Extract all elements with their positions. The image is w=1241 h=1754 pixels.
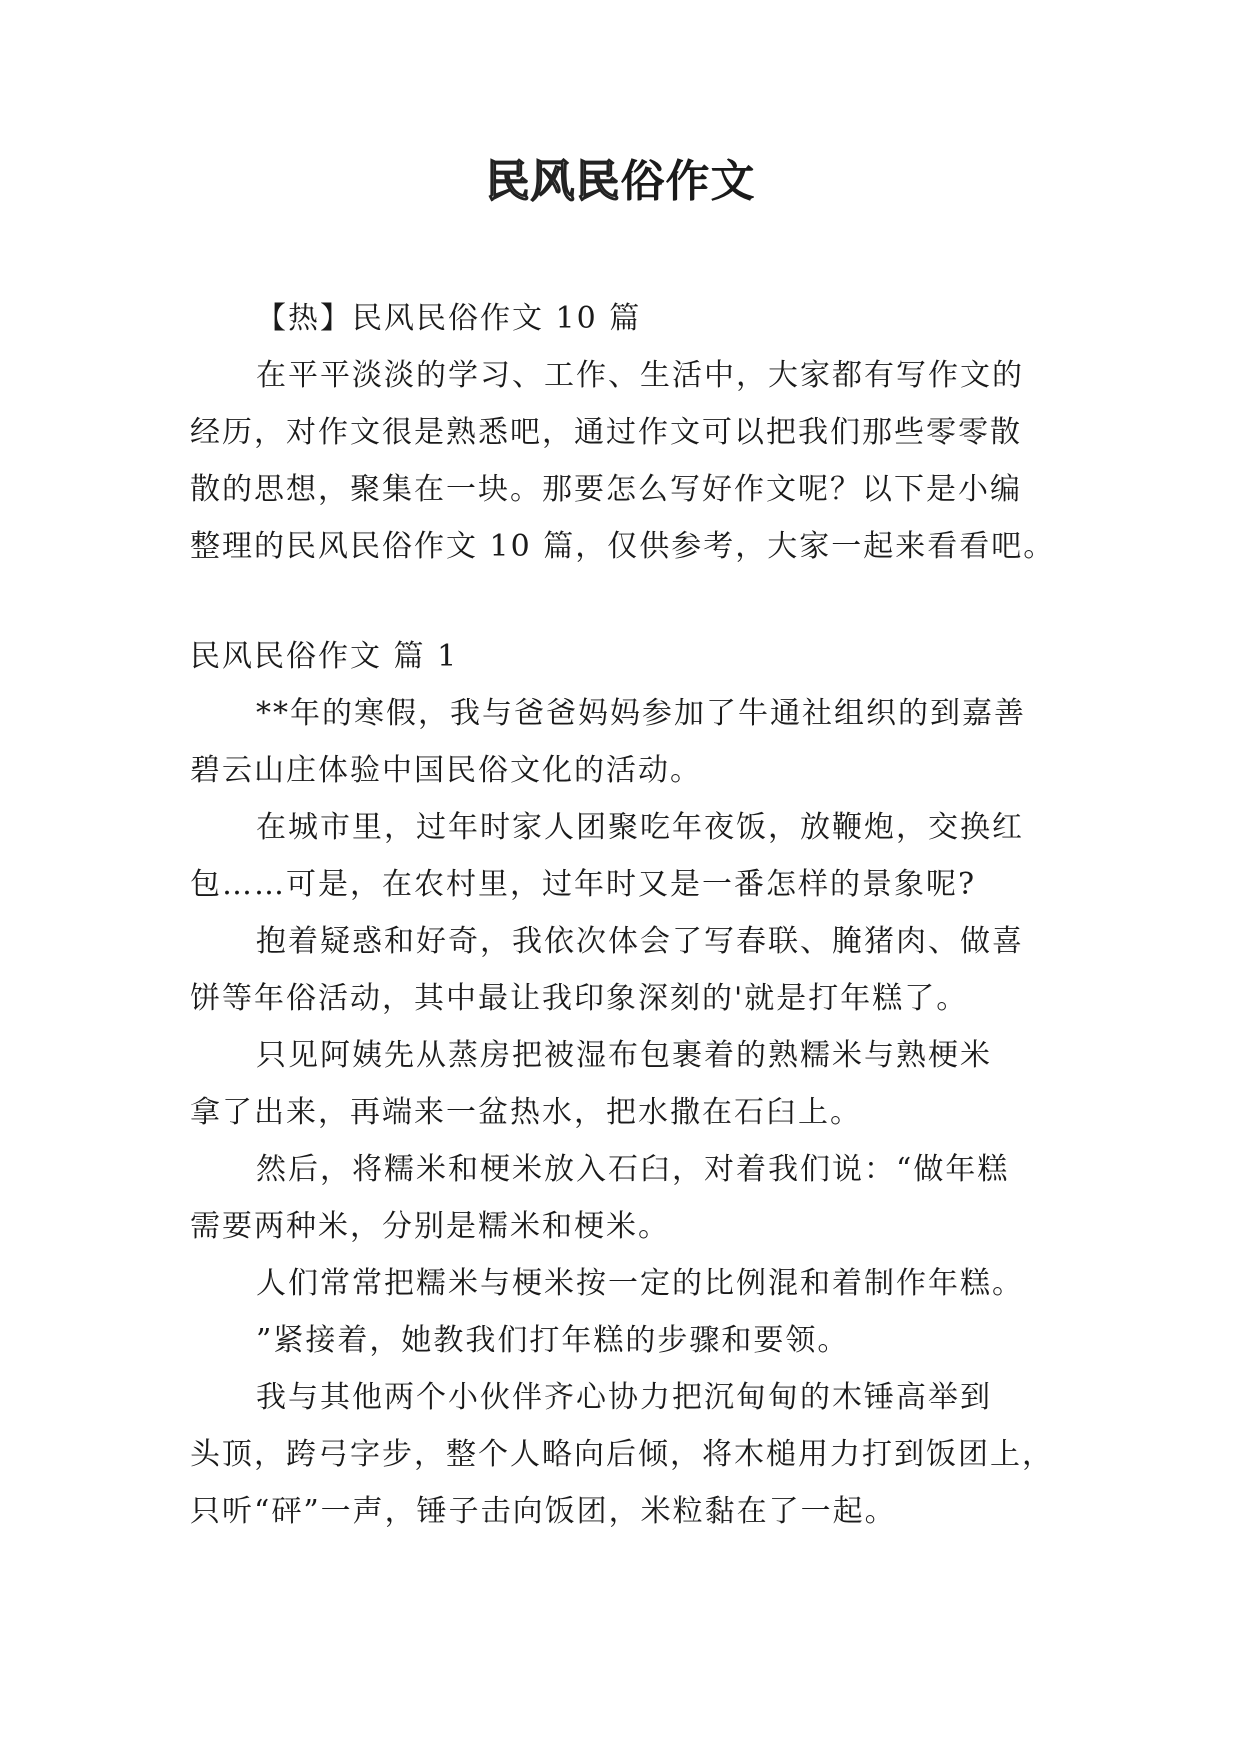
section-line: 只见阿姨先从蒸房把被湿布包裹着的熟糯米与熟梗米 [256,1038,992,1073]
section-line: 需要两种米，分别是糯米和梗米。 [190,1209,670,1244]
intro-line: 整理的民风民俗作文 10 篇，仅供参考，大家一起来看看吧。 [190,529,1056,564]
section-line: 在城市里，过年时家人团聚吃年夜饭，放鞭炮，交换红 [256,810,1024,845]
section-line: 人们常常把糯米与梗米按一定的比例混和着制作年糕。 [256,1266,1024,1301]
section-line: 饼等年俗活动，其中最让我印象深刻的'就是打年糕了。 [190,981,969,1016]
section-line: 只听“砰”一声，锤子击向饭团，米粒黏在了一起。 [190,1494,897,1529]
section-heading: 民风民俗作文 篇 1 [190,639,459,674]
section-line: ”紧接着，她教我们打年糕的步骤和要领。 [256,1323,850,1358]
section-line: 然后，将糯米和梗米放入石臼，对着我们说：“做年糕 [256,1152,1010,1187]
section-line: 包……可是，在农村里，过年时又是一番怎样的景象呢? [190,867,977,902]
intro-line: 散的思想，聚集在一块。那要怎么写好作文呢？以下是小编 [190,472,1022,507]
intro-heading: 【热】民风民俗作文 10 篇 [256,301,642,336]
section-line: 拿了出来，再端来一盆热水，把水撒在石臼上。 [190,1095,862,1130]
section-line: 我与其他两个小伙伴齐心协力把沉甸甸的木锤高举到 [256,1380,992,1415]
intro-line: 在平平淡淡的学习、工作、生活中，大家都有写作文的 [256,358,1024,393]
section-line: 头顶，跨弓字步，整个人略向后倾，将木槌用力打到饭团上， [190,1437,1054,1472]
section-line: **年的寒假，我与爸爸妈妈参加了牛通社组织的到嘉善 [256,696,1026,731]
section-line: 抱着疑惑和好奇，我依次体会了写春联、腌猪肉、做喜 [256,924,1024,959]
document-body [190,290,1060,1540]
title-solid-part: 俗作文 [620,156,756,207]
title-outlined-part: 民风民 [485,156,621,207]
section-line: 碧云山庄体验中国民俗文化的活动。 [190,753,702,788]
document-title [0,152,1241,212]
intro-line: 经历，对作文很是熟悉吧，通过作文可以把我们那些零零散 [190,415,1022,450]
